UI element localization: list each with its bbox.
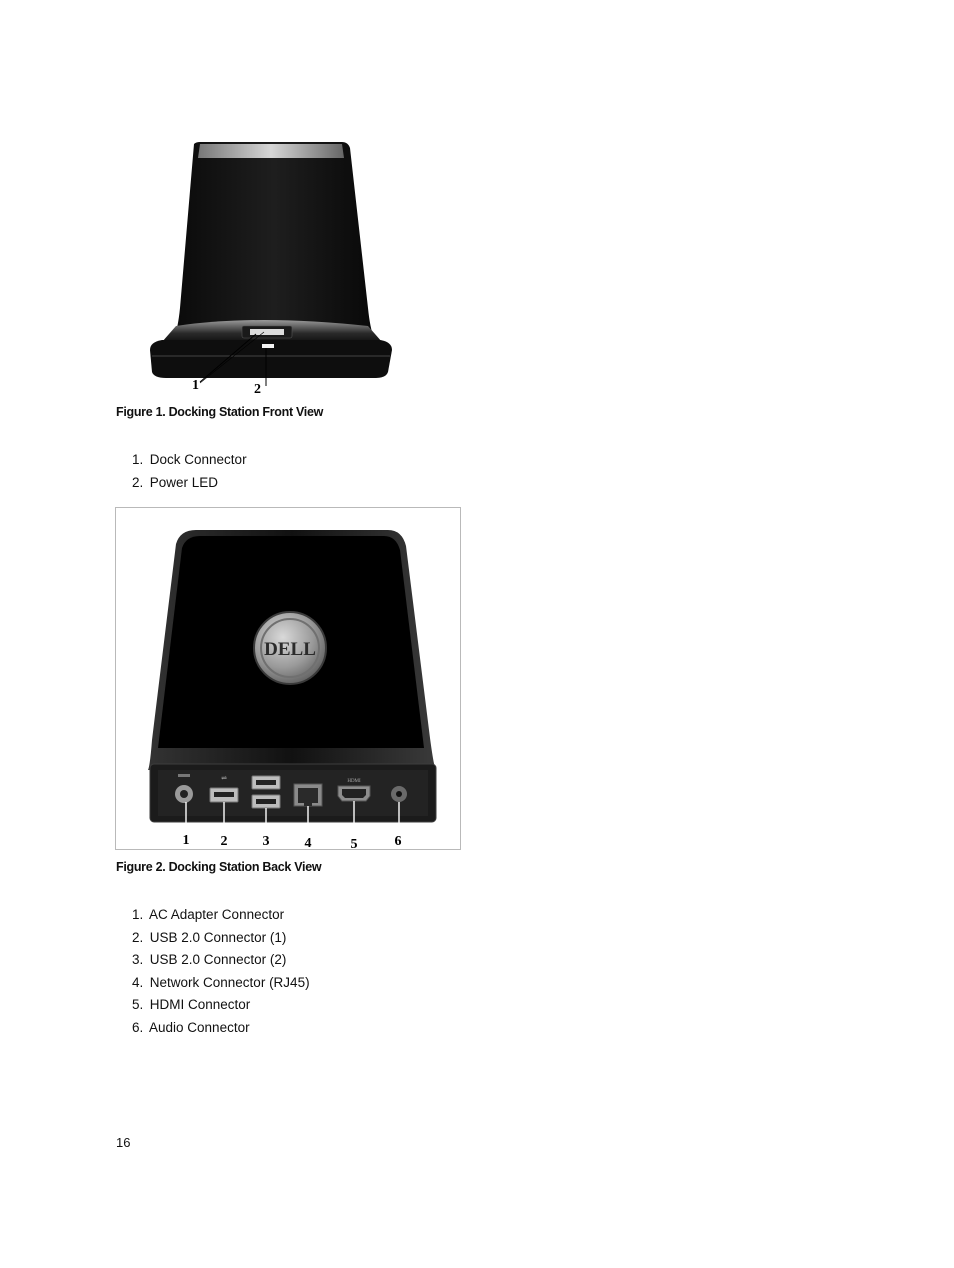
list-item-number: 1.	[132, 452, 144, 467]
list-item-number: 2.	[132, 929, 144, 945]
callout-5: 5	[350, 837, 358, 849]
list-item	[132, 972, 310, 995]
figure-1-caption: Figure 1. Docking Station Front View	[116, 405, 324, 419]
list-item	[132, 904, 310, 927]
list-item	[132, 994, 310, 1017]
dock-front-illustration	[116, 118, 402, 398]
list-item	[132, 949, 310, 972]
callout-3: 3	[262, 834, 270, 849]
figure-2-image	[115, 507, 461, 850]
figure-2-legend	[132, 904, 310, 1039]
list-item-number: 6.	[132, 1019, 144, 1035]
list-item-label: USB 2.0 Connector (1)	[149, 929, 287, 945]
list-item	[132, 449, 247, 472]
list-item	[132, 1017, 310, 1040]
figure-1-legend	[132, 449, 247, 494]
callout-4: 4	[304, 836, 312, 849]
logo-text: DELL	[264, 639, 316, 660]
list-item-label: AC Adapter Connector	[149, 907, 285, 922]
list-item-label: HDMI Connector	[149, 997, 251, 1012]
callout-6: 6	[394, 834, 402, 849]
list-item-number: 4.	[132, 974, 144, 990]
list-item-label: Power LED	[149, 474, 219, 490]
callout-1: 1	[192, 378, 199, 393]
callout-2: 2	[220, 834, 228, 849]
list-item-label: Dock Connector	[149, 452, 247, 467]
list-item-number: 5.	[132, 997, 144, 1012]
list-item	[132, 472, 247, 495]
list-item-number: 2.	[132, 474, 144, 490]
list-item-number: 3.	[132, 952, 144, 967]
svg-text:⇌: ⇌	[221, 774, 227, 782]
list-item-label: USB 2.0 Connector (2)	[149, 952, 287, 967]
callout-2: 2	[254, 382, 261, 397]
hdmi-label: HDMI	[347, 779, 361, 784]
power-led	[262, 344, 274, 348]
list-item-label: Network Connector (RJ45)	[149, 974, 310, 990]
dock-back-illustration	[116, 508, 460, 849]
list-item-number: 1.	[132, 907, 144, 922]
page-number: 16	[116, 1135, 131, 1150]
list-item	[132, 927, 310, 950]
figure-1-image	[116, 118, 402, 398]
figure-2-caption: Figure 2. Docking Station Back View	[116, 860, 322, 874]
list-item-label: Audio Connector	[149, 1019, 250, 1035]
callout-1: 1	[182, 833, 190, 848]
